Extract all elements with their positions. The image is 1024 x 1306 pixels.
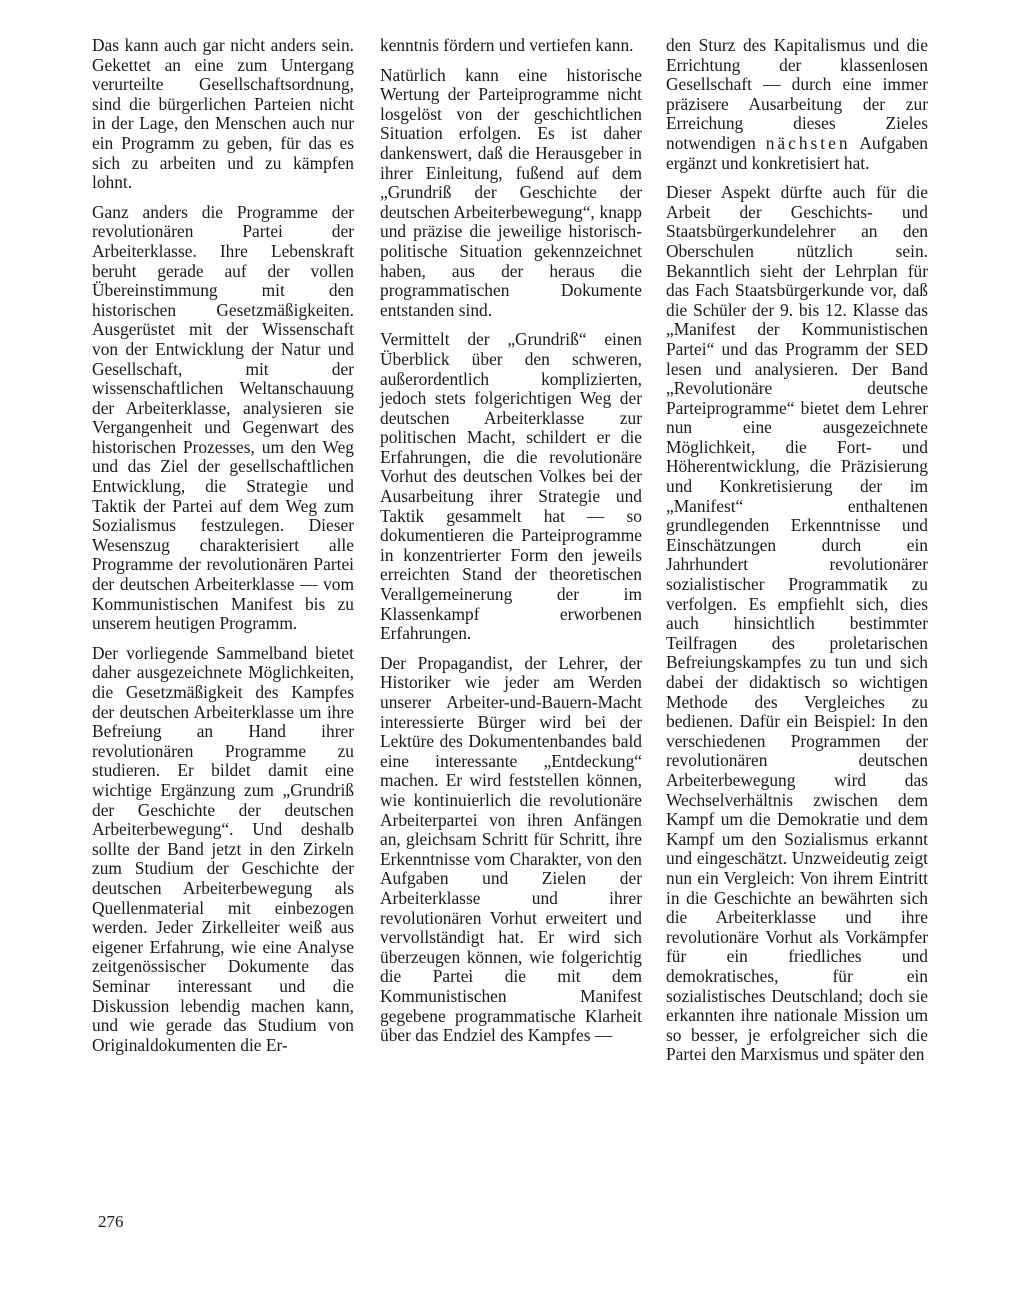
text-column-right: [666, 36, 928, 1075]
paragraph: kenntnis fördern und vertiefen kann.: [380, 35, 634, 55]
paragraph: Der Propagandist, der Lehrer, der Historiker wie jeder am Werden unserer Arbeiter-und-Bauern-Macht interessierte Bürger wird bei der Lektüre des Dokumentenbandes bald eine interessante „Entdeckung“ machen. Er wird feststellen können, wie kontinuierlich die revolutionäre Arbeiterpartei von ihren Anfängen an, gleichsam Schritt für Schritt, ihre Erkenntnisse vom Charakter, von den Aufgaben und Zielen der Arbeiterklasse und ihrer revolutionären Vorhut erweitert und vervollständigt hat. Er wird sich überzeugen können, wie folgerichtig die Partei die mit dem Kommunistischen Manifest gegebene programmatische Klarheit über das Endziel des Kampfes —: [380, 652, 642, 1046]
paragraph: [666, 36, 928, 173]
paragraph-text: den Sturz des Kapitalismus und die Errichtung der klassenlosen Gesellschaft — durch eine immer präzisere Ausarbeitung der zur Erreichung dieses Zieles notwendigen: [666, 35, 928, 153]
paragraph: Ganz anders die Programme der revolutionären Partei der Arbeiterklasse. Ihre Lebenskraft beruht gerade auf der vollen Übereinstimmung mit den historischen Gesetzmäßigkeiten. Ausgerüstet mit der Wissenschaft von der Entwicklung der Natur und Gesellschaft, mit der wissenschaftlichen Weltanschauung der Arbeiterklasse, analysieren sie Vergangenheit und Gegenwart des historischen Prozesses, um den Weg und das Ziel der gesellschaftlichen Entwicklung, die Strategie und Taktik der Partei auf dem Weg zum Sozialismus festzulegen. Dieser Wesenszug charakterisiert alle Programme der revolutionären Partei der deutschen Arbeiterklasse — vom Kommunistischen Manifest bis zu unserem heutigen Programm.: [92, 201, 354, 634]
text-column-left: [92, 36, 354, 1065]
paragraph: Der vorliegende Sammelband bietet daher ausgezeichnete Möglichkeiten, die Gesetzmäßigkeit des Kampfes der deutschen Arbeiterklasse um ihre Befreiung an Hand ihrer revolutionären Programme zu studieren. Er bildet damit eine wichtige Ergänzung zum „Grundriß der Geschichte der deutschen Arbeiterbewegung“. Und deshalb sollte der Band jetzt in den Zirkeln zum Studium der Geschichte der deutschen Arbeiterbewegung als Quellenmaterial mit einbezogen werden. Jeder Zirkelleiter weiß aus eigener Erfahrung, wie eine Analyse zeitgenössischer Dokumente das Seminar interessant und die Diskussion lebendig machen kann, und wie gerade das Studium von Originaldokumenten die Er-: [92, 642, 354, 1055]
paragraph-text: Aufgaben ergänzt und konkretisiert hat.: [666, 132, 928, 173]
page-number: 276: [98, 1212, 124, 1231]
text-column-middle: [380, 36, 642, 1056]
emphasized-word: nächsten: [765, 132, 851, 153]
paragraph: Natürlich kann eine historische Wertung der Parteiprogramme nicht losgelöst von der geschichtlichen Situation erfolgen. Es ist daher dankenswert, daß die Herausgeber in ihrer Einleitung, fußend auf dem „Grundriß der Geschichte der deutschen Arbeiterbewegung“, knapp und präzise die jeweilige historisch-politische Situation gekennzeichnet haben, aus der heraus die programmatischen Dokumente entstanden sind.: [380, 64, 642, 320]
paragraph: Das kann auch gar nicht anders sein. Gekettet an eine zum Untergang verurteilte Gesellschaftsordnung, sind die bürgerlichen Parteien nicht in der Lage, den Menschen auch nur ein Programm zu geben, für das es sich zu arbeiten und zu kämpfen lohnt.: [92, 35, 354, 193]
paragraph: Vermittelt der „Grundriß“ einen Überblick über den schweren, außerordentlich komplizierten, jedoch stets folgerichtigen Weg der deutschen Arbeiterklasse zur politischen Macht, schildert er die Erfahrungen, die die revolutionäre Vorhut des deutschen Volkes bei der Ausarbeitung ihrer Strategie und Taktik gesammelt hat — so dokumentieren die Parteiprogramme in konzentrierter Form den jeweils erreichten Stand der theoretischen Verallgemeinerung der im Klassenkampf erworbenen Erfahrungen.: [380, 329, 642, 644]
paragraph: Dieser Aspekt dürfte auch für die Arbeit der Geschichts- und Staatsbürgerkundelehrer an den Oberschulen nützlich sein. Bekanntlich sieht der Lehrplan für das Fach Staatsbürgerkunde vor, daß die Schüler der 9. bis 12. Klasse das „Manifest der Kommunistischen Partei“ und das Programm der SED lesen und analysieren. Der Band „Revolutionäre deutsche Parteiprogramme“ bietet dem Lehrer nun eine ausgezeichnete Möglichkeit, die Fort- und Höherentwicklung, die Präzisierung und Konkretisierung der im „Manifest“ enthaltenen grundlegenden Erkenntnisse und Einschätzungen durch ein Jahrhundert revolutionärer sozialistischer Programmatik zu verfolgen. Es empfiehlt sich, dies auch hinsichtlich bestimmter Teilfragen des proletarischen Befreiungskampfes zu tun und sich dabei der didaktisch so wichtigen Methode des Vergleiches zu bedienen. Dafür ein Beispiel: In den verschiedenen Programmen der revolutionären deutschen Arbeiterbewegung wird das Wechselverhältnis zwischen dem Kampf um die Demokratie und dem Kampf um den Sozialismus erkannt und eingeschätzt. Unzweideutig zeigt nun ein Vergleich: Von ihrem Eintritt in die Geschichte an bewährten sich die Arbeiterklasse und ihre revolutionäre Vorhut als Vorkämpfer für ein friedliches und demokratisches, für ein sozialistisches Deutschland; doch sie erkannten ihre nationale Mission um so besser, je erfolgreicher sich die Partei den Marxismus und später den: [666, 182, 928, 1065]
